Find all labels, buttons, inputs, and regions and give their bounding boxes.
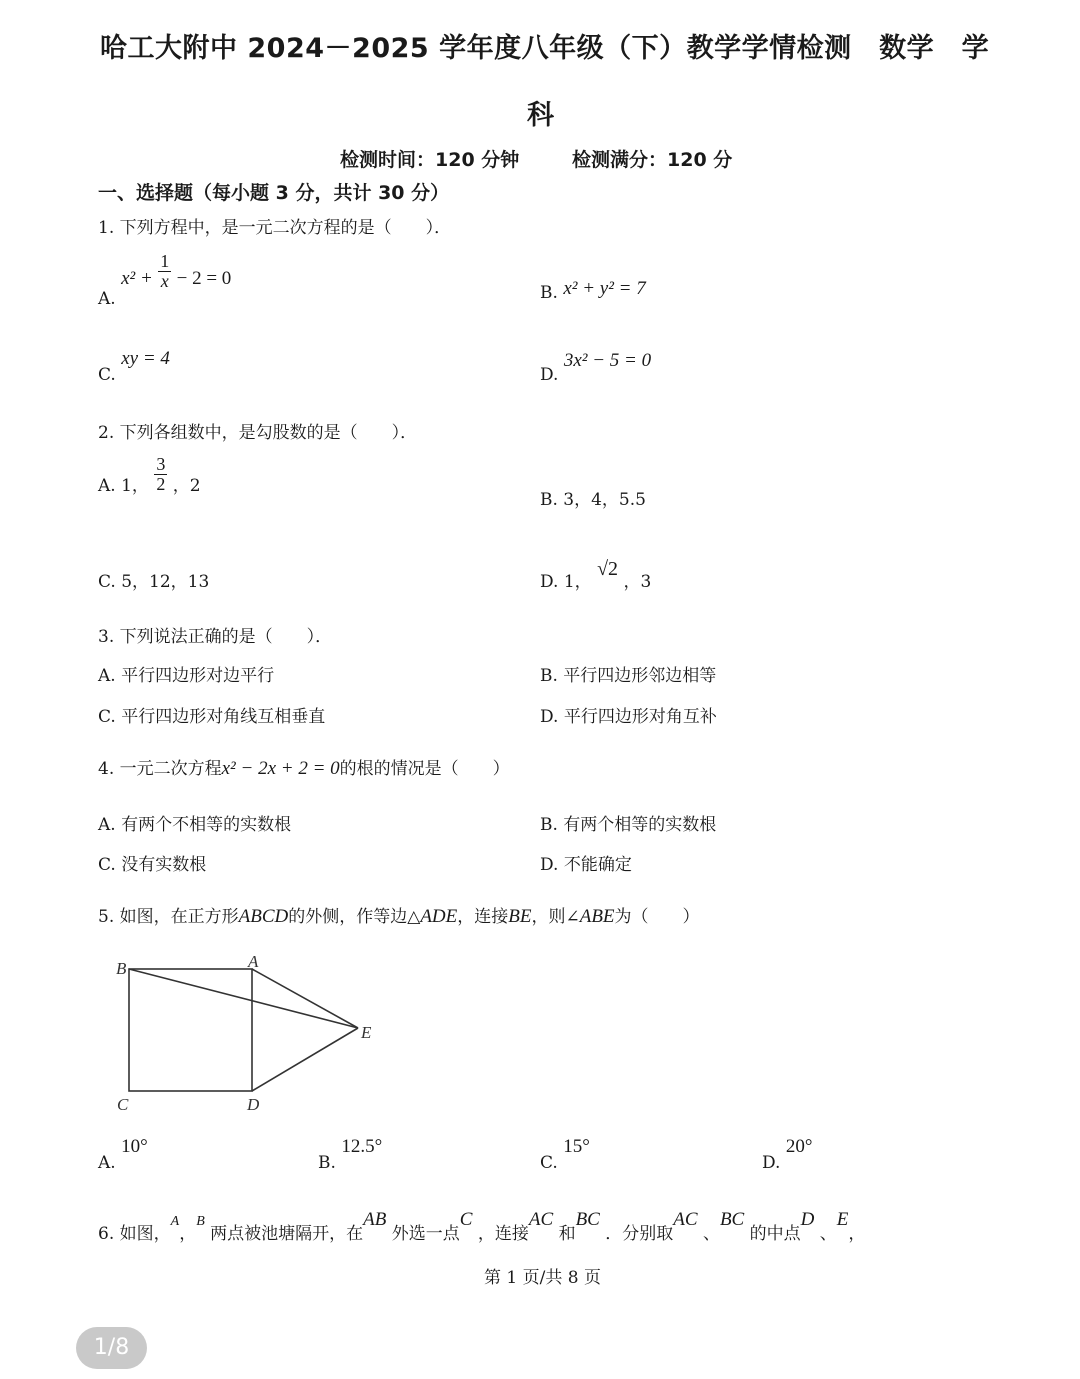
q2-d-root: √2 [597,558,619,580]
q4-stem [98,754,510,780]
segment-ae [252,969,358,1028]
q4-option-a: A. 有两个不相等的实数根 [98,815,292,835]
q4-stem-pre: 4. 一元二次方程 [98,759,222,779]
exam-title-line2: 科 [527,100,555,131]
q2-option-b: B. 3，4，5.5 [540,490,646,510]
q1-stem: 1. 下列方程中，是一元二次方程的是（ ）． [98,218,452,238]
segment-de [252,1028,358,1091]
label-e: E [361,1023,372,1042]
q1-a-numerator: 1 [160,251,170,271]
q6-p10: ， [848,1224,866,1244]
q5-c-value: 15° [563,1136,590,1157]
exam-time: 检测时间：120 分钟 [340,149,520,171]
q5-segment-name: BE [508,906,532,927]
q4-stem-post: 的根的情况是（ ） [339,759,510,779]
q5-stem [98,902,700,928]
q4-option-c: C. 没有实数根 [98,855,207,875]
q6-point-c: C [459,1209,473,1230]
q2-option-a [98,455,201,494]
q2-a-fraction [154,455,167,494]
q5-a-label: A. [98,1153,116,1173]
q2-a-post: ，2 [172,475,201,496]
q6-p7: 、 [702,1224,720,1244]
q6-p2: 两点被池塘隔开，在 [210,1224,364,1244]
q6-point-b: B [196,1214,205,1229]
q5-option-d [762,1136,813,1173]
q6-p8: 的中点 [749,1224,801,1244]
q6-p6: ．分别取 [605,1224,674,1244]
q5-square-name: ABCD [238,906,289,927]
q1-option-d [540,350,652,385]
segment-be [129,969,358,1028]
q6-stem [98,1205,998,1244]
q6-point-d: D [800,1209,815,1230]
q5-stem-c: 的外侧，作等边△ [288,907,421,927]
q4-option-b: B. 有两个相等的实数根 [540,815,717,835]
q1-a-pre: x² + [121,267,153,289]
q3-option-c: C. 平行四边形对角线互相垂直 [98,707,326,727]
q5-d-value: 20° [785,1136,813,1157]
q2-stem: 2. 下列各组数中，是勾股数的是（ ）． [98,423,418,443]
q1-a-label: A. [98,288,116,309]
label-c: C [117,1095,129,1114]
q5-stem-a: 5. 如图，在正方形 [98,907,239,927]
q1-c-expr: xy = 4 [121,348,170,369]
q6-segment-ab: AB [363,1209,387,1230]
q2-a-pre: A. 1， [98,475,149,496]
q5-b-label: B. [318,1153,336,1173]
q5-option-c [540,1136,590,1173]
q5-a-value: 10° [121,1136,148,1157]
page-footer: 第 1 页/共 8 页 [484,1268,601,1288]
label-b: B [116,959,127,978]
q1-b-expr: x² + y² = 7 [563,278,646,299]
q5-c-label: C. [540,1153,558,1173]
q5-option-a [98,1136,148,1173]
q1-a-post: − 2 = 0 [176,267,232,289]
q5-stem-g: ，则∠ [531,907,580,927]
q5-stem-i: 为（ ） [614,907,700,927]
q3-option-b: B. 平行四边形邻边相等 [540,666,717,686]
q2-d-pre: D. 1， [540,572,592,592]
page-indicator[interactable]: 1/8 [76,1327,147,1369]
q5-figure [100,950,400,1120]
q6-point-a: A [170,1214,180,1229]
q6-segment-ac: AC [528,1209,554,1230]
label-a: A [248,952,259,971]
q1-option-a [98,251,232,309]
q6-point-e: E [836,1209,849,1230]
q1-option-c [98,348,170,385]
q4-option-d: D. 不能确定 [540,855,632,875]
q6-comma1: ， [179,1224,197,1244]
q1-c-label: C. [98,365,116,385]
q5-b-value: 12.5° [341,1136,383,1157]
q6-p9: 、 [819,1224,837,1244]
exam-title-line1: 哈工大附中 2024－2025 学年度八年级（下）教学学情检测 数学 学 [100,33,990,64]
q3-option-a: A. 平行四边形对边平行 [98,666,275,686]
q5-stem-e: ，连接 [457,907,509,927]
label-d: D [247,1095,260,1114]
q1-a-denominator: x [160,270,169,291]
q1-d-expr: 3x² − 5 = 0 [563,350,652,371]
q2-a-denominator: 2 [156,473,166,494]
square-abcd [129,969,252,1091]
q2-option-d [540,555,652,592]
q5-d-label: D. [762,1153,781,1173]
q1-a-fraction [158,252,171,291]
q2-d-post: ，3 [623,572,652,592]
q1-option-b [540,278,646,303]
q6-segment-bc-2: BC [719,1209,745,1230]
q6-p3: 外选一点 [391,1224,460,1244]
q2-a-numerator: 3 [156,454,166,474]
q4-equation: x² − 2x + 2 = 0 [221,758,340,779]
q6-p1: 6. 如图， [98,1224,171,1244]
q1-b-label: B. [540,283,558,303]
q5-angle-name: ABE [579,906,615,927]
q6-p5: 和 [558,1224,576,1244]
q2-option-c: C. 5，12，13 [98,572,210,592]
q3-option-d: D. 平行四边形对角互补 [540,707,717,727]
q5-option-b [318,1136,383,1173]
q1-d-label: D. [540,365,559,385]
q6-p4: ，连接 [477,1224,529,1244]
q6-segment-bc: BC [575,1209,600,1230]
q5-triangle-name: ADE [420,906,458,927]
section-heading: 一、选择题（每小题 3 分，共计 30 分） [98,182,450,204]
q6-segment-ac-2: AC [673,1209,698,1230]
q3-stem: 3. 下列说法正确的是（ ）． [98,627,333,647]
exam-score: 检测满分：120 分 [572,149,733,171]
